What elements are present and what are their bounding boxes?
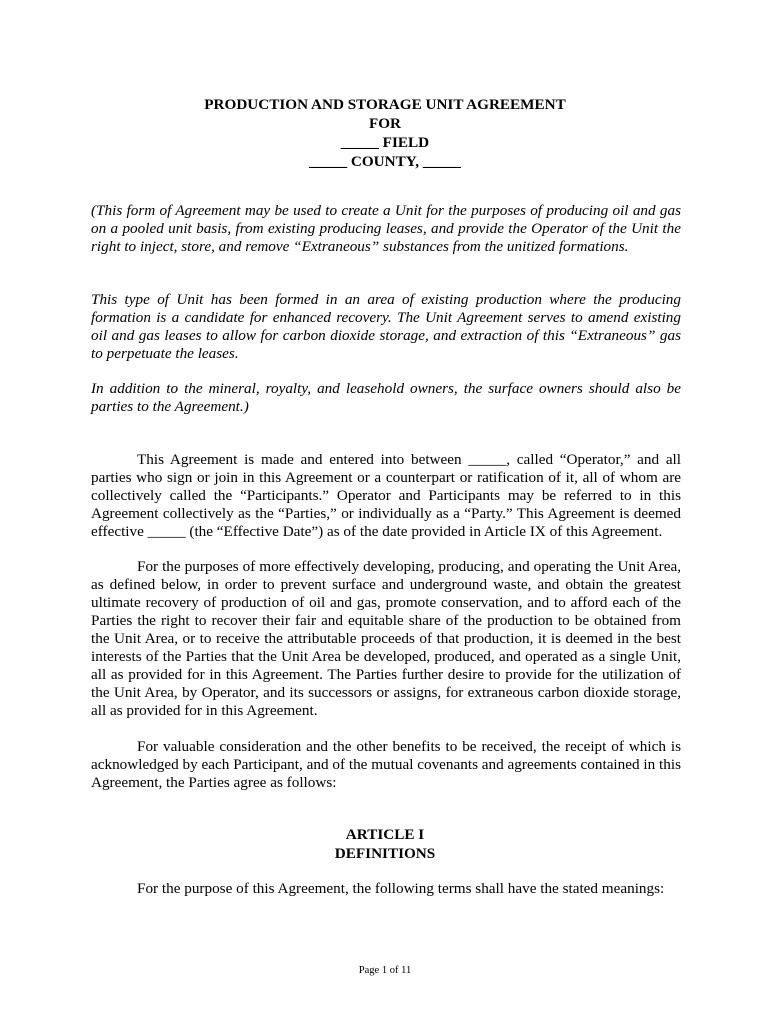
title-line-4: _____ COUNTY, _____ bbox=[309, 153, 461, 170]
body-paragraph-consideration: For valuable consideration and the other benefits to be received, the receipt of which is acknowledged by each Participant, and of the mutual covenants and agreements contained in this Agreement, the Parties agree as follows: bbox=[91, 738, 681, 791]
document-title bbox=[0, 95, 770, 171]
body-paragraph-purposes: For the purposes of more effectively developing, producing, and operating the Unit Area, as defined below, in order to prevent surface and underground waste, and obtain the greatest ultimate recovery of production of oil and gas, promote conservation, and to afford each of the Parties the right to recover their fair and equitable share of the production to be obtained from the Unit Area, or to receive the attributable proceeds of that production, it is deemed in the best interests of the Parties that the Unit Area be developed, produced, and operated as a single Unit, all as provided for in this Agreement. The Parties further desire to provide for the utilization of the Unit Area, by Operator, and its successors or assigns, for extraneous carbon dioxide storage, all as provided for in this Agreement. bbox=[91, 558, 681, 719]
body-paragraph-parties: This Agreement is made and entered into between _____, called “Operator,” and all parties who sign or join in this Agreement or a counterpart or ratification of it, all of whom are collectively called the “Participants.” Operator and Participants may be referred to in this Agreement collectively as the “Parties,” or individually as a “Party.” This Agreement is deemed effective _____ (the “Effective Date”) as of the date provided in Article IX of this Agreement. bbox=[91, 451, 681, 540]
intro-paragraph-unit-type: This type of Unit has been formed in an area of existing production where the producing formation is a candidate for enhanced recovery. The Unit Agreement serves to amend existing oil and gas leases to allow for carbon dioxide storage, and extraction of this “Extraneous” gas to perpetuate the leases. bbox=[91, 291, 681, 362]
title-line-3: _____ FIELD bbox=[340, 134, 430, 151]
article-title: DEFINITIONS bbox=[334, 845, 436, 862]
title-line-2: FOR bbox=[368, 115, 402, 132]
title-line-1: PRODUCTION AND STORAGE UNIT AGREEMENT bbox=[204, 96, 566, 113]
intro-paragraph-surface-owners: In addition to the mineral, royalty, and leasehold owners, the surface owners should also be parties to the Agreement.) bbox=[91, 380, 681, 415]
article-heading bbox=[0, 825, 770, 863]
intro-paragraph-usage: (This form of Agreement may be used to create a Unit for the purposes of producing oil and gas on a pooled unit basis, from existing producing leases, and provide the Operator of the Unit the right to inject, store, and remove “Extraneous” substances from the unitized formations. bbox=[91, 202, 681, 255]
definitions-intro: For the purpose of this Agreement, the following terms shall have the stated meanings: bbox=[137, 880, 665, 897]
article-number: ARTICLE I bbox=[345, 826, 425, 843]
page-number: Page 1 of 11 bbox=[358, 965, 412, 976]
